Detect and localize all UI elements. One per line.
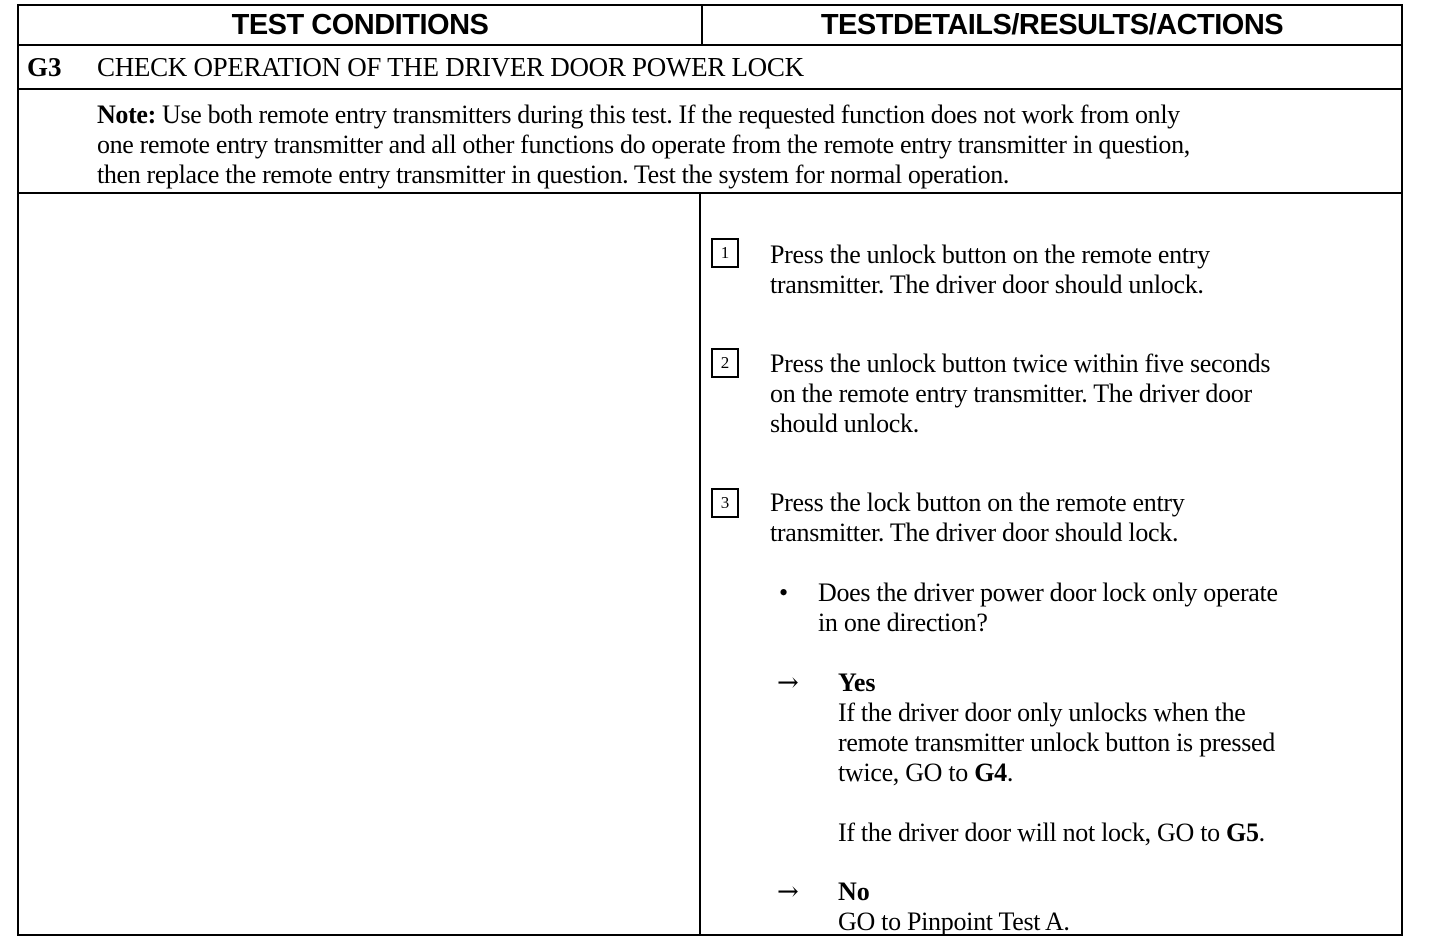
go-to-g4-ref: G4 xyxy=(974,758,1007,787)
step-number-box-2: 2 xyxy=(711,348,739,378)
note-body: Use both remote entry transmitters during this test. If the requested function does not work from only one remote entry transmitter and all other functions do operate from the remote entry transmitter in question, then replace the remote entry transmitter in question. Test the system for normal operation. xyxy=(97,100,1190,189)
go-to-g5-ref: G5 xyxy=(1226,818,1259,847)
no-label: No xyxy=(838,877,870,906)
yes-line-4-text: If the driver door will not lock, GO to xyxy=(838,818,1227,847)
yes-label: Yes xyxy=(838,668,876,697)
note-text xyxy=(97,100,1403,190)
step-number-box-1: 1 xyxy=(711,238,739,268)
step-id: G3 xyxy=(27,52,62,82)
header-test-details: TESTDETAILS/RESULTS/ACTIONS xyxy=(820,9,1284,41)
question-text: Does the driver power door lock only operate in one direction? xyxy=(818,578,1278,637)
yes-line-4-end: . xyxy=(1258,818,1265,847)
question-bullet: • xyxy=(779,578,789,607)
diagnostic-table xyxy=(17,4,1403,936)
yes-line-3 xyxy=(838,758,1398,788)
test-details-column xyxy=(701,194,1401,934)
table-header xyxy=(19,6,1401,46)
note-label: Note: xyxy=(97,100,156,129)
yes-line-4 xyxy=(838,818,1398,848)
no-arrow-icon: → xyxy=(777,877,799,907)
step-title-row xyxy=(19,46,1401,90)
step-text-3: Press the lock button on the remote entry transmitter. The driver door should lock. xyxy=(770,488,1185,547)
no-text: GO to Pinpoint Test A. xyxy=(838,907,1070,936)
note-row xyxy=(19,90,1401,194)
step-title: CHECK OPERATION OF THE DRIVER DOOR POWER LOCK xyxy=(97,52,804,82)
yes-line-3-end: . xyxy=(1006,758,1014,787)
yes-arrow-icon: → xyxy=(777,668,799,698)
step-text-2: Press the unlock button twice within five seconds on the remote entry transmitter. The driver door should unlock. xyxy=(770,349,1271,438)
yes-line-2: remote transmitter unlock button is pressed xyxy=(838,728,1275,757)
header-test-conditions: TEST CONDITIONS xyxy=(231,9,489,41)
step-text-1: Press the unlock button on the remote entry transmitter. The driver door should unlock. xyxy=(770,240,1210,299)
step-number-box-3: 3 xyxy=(711,488,739,518)
yes-line-1: If the driver door only unlocks when the xyxy=(838,698,1246,727)
yes-line-3-text: twice, GO to xyxy=(838,758,975,787)
